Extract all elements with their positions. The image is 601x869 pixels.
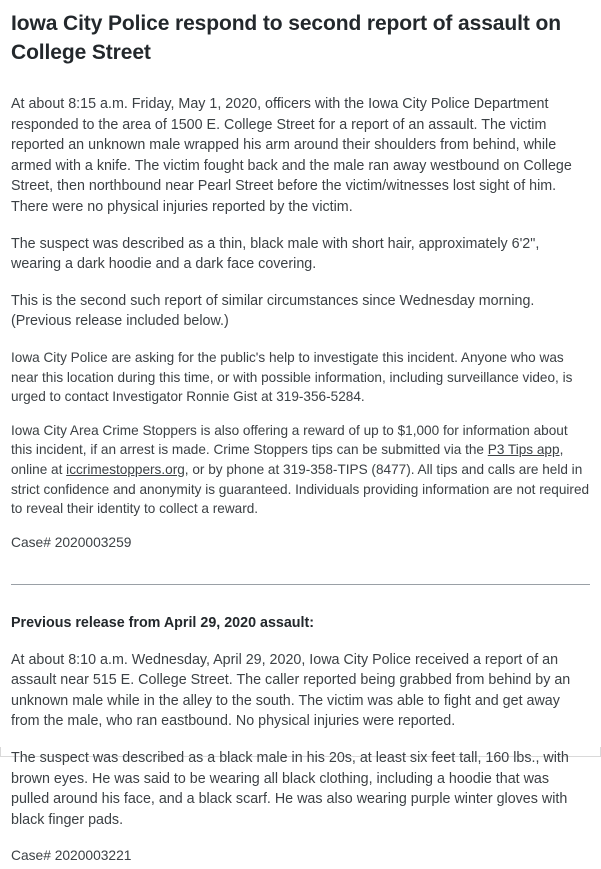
paragraph-previous-incident-detail: At about 8:10 a.m. Wednesday, April 29, 2020, Iowa City Police received a report of an assault near 515 E. College Street. The caller reported being grabbed from behind by an unknown male while in the alley to the south. The victim was able to fight and get away from the male, who ran eastbound. No physical injuries were reported. [11, 651, 571, 730]
paragraph-public-help: Iowa City Police are asking for the public's help to investigate this incident. Anyone who was near this location during this time, or with possible information, including surveillance video, is urged to contact Investigator Ronnie Gist at 319-356-5284. [11, 349, 573, 405]
iccrimestoppers-org-link[interactable]: iccrimestoppers.org [66, 461, 185, 477]
crime-stoppers-text-part2: , online at [11, 442, 564, 477]
section-divider [11, 584, 590, 585]
paragraph-incident-detail: At about 8:15 a.m. Friday, May 1, 2020, officers with the Iowa City Police Department responded to the area of 1500 E. College Street for a report of an assault. The victim reported an unknown male wrapped his arm around their shoulders from behind, while armed with a knife. The victim fought back and the male ran away westbound on College Street, then northbound near Pearl Street before the victim/witnesses lost sight of him. There were no physical injuries reported by the victim. [11, 96, 572, 215]
paragraph-suspect-description: The suspect was described as a thin, black male with short hair, approximately 6'2", wearing a dark hoodie and a dark face covering. [11, 235, 540, 273]
case-number-previous: Case# 2020003221 [11, 848, 132, 864]
paragraph-second-report-note: This is the second such report of similar circumstances since Wednesday morning. (Previous release included below.) [11, 292, 535, 330]
page-title: Iowa City Police respond to second report of assault on College Street [11, 12, 561, 64]
bottom-spacer [11, 865, 591, 869]
case-number-current: Case# 2020003259 [11, 534, 132, 550]
crime-stoppers-text-part1: Iowa City Area Crime Stoppers is also offering a reward of up to $1,000 for information about this incident, if an arrest is made. Crime Stoppers tips can be submitted via the [11, 422, 568, 458]
previous-release-subheading: Previous release from April 29, 2020 assault: [11, 614, 315, 631]
p3-tips-app-link[interactable]: P3 Tips app [487, 442, 560, 458]
paragraph-crime-stoppers [11, 421, 591, 519]
paragraph-previous-suspect-description: The suspect was described as a black male in his 20s, at least six feet tall, 160 lbs., with brown eyes. He was said to be wearing all black clothing, including a hoodie that was pulled around his face, and a black scarf. He was also wearing purple winter gloves with black finger pads. [11, 750, 569, 828]
crime-stoppers-text-part3: , or by phone at 319-358-TIPS (8477). All tips and calls are held in strict confidence and anonymity is guaranteed. Individuals providing information are not required to reveal their identity to collect a reward. [11, 461, 590, 517]
